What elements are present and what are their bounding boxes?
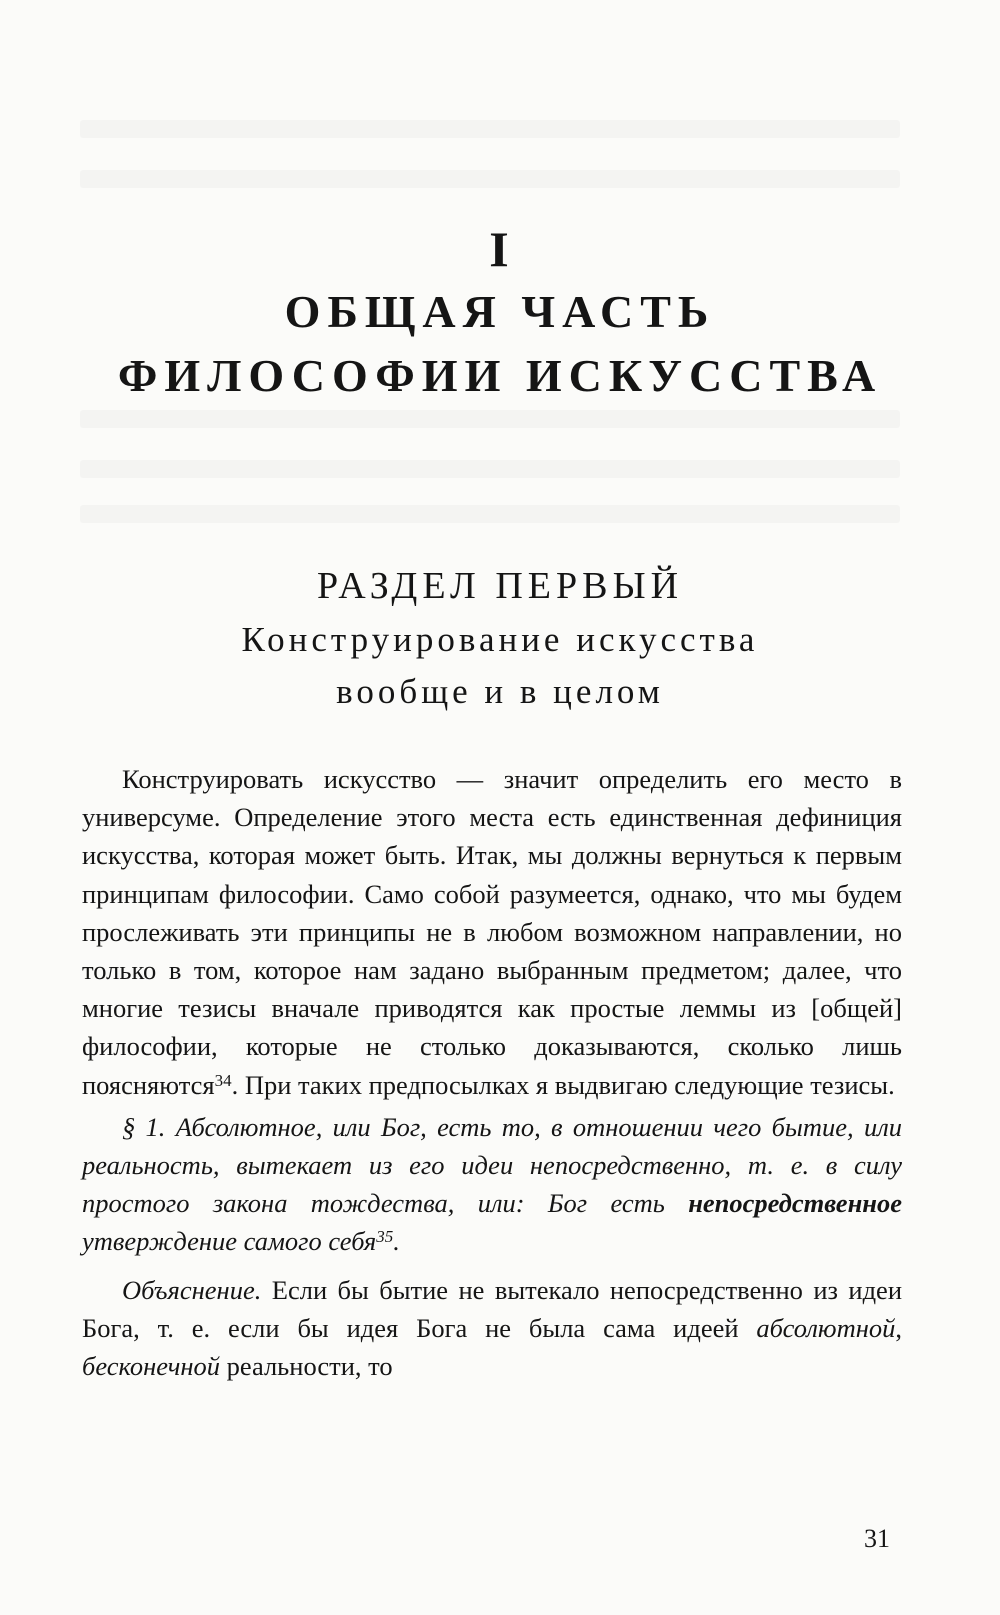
bleed-line <box>80 460 900 478</box>
explanation-text: , <box>895 1312 902 1343</box>
explanation-label: Объяснение. <box>122 1274 262 1305</box>
section-subtitle-line: Конструирование искусства <box>241 620 759 659</box>
section-subtitle <box>0 614 1000 718</box>
page-number: 31 <box>864 1524 890 1553</box>
explanation-text: реальности, то <box>220 1351 393 1382</box>
intro-paragraph <box>82 760 902 1104</box>
thesis-text: утверждение самого себя <box>82 1226 377 1257</box>
bleed-line <box>80 120 900 138</box>
footnote-ref: 34 <box>214 1070 232 1090</box>
part-numeral: I <box>489 221 511 277</box>
thesis-paragraph <box>82 1108 902 1261</box>
part-title-line: ФИЛОСОФИИ ИСКУССТВА <box>117 350 883 401</box>
thesis-text: . <box>393 1226 400 1257</box>
section-heading: РАЗДЕЛ ПЕРВЫЙ <box>316 565 684 607</box>
explanation-text: Если бы бытие не вытекало непосредственно из идеи Бога, т. е. если бы идея Бога не была сама идеей <box>82 1274 902 1343</box>
thesis-text: § 1. Абсолютное, или Бог, есть то, в отношении чего бытие, или реальность, вытекает из его идеи непосредственно, т. е. в силу простого закона тождества, или: Бог есть <box>82 1111 902 1219</box>
thesis-emphasis: непосредственное <box>688 1188 902 1219</box>
part-title <box>0 280 1000 408</box>
part-title-line: ОБЩАЯ ЧАСТЬ <box>284 286 716 337</box>
explanation-emphasis: бесконечной <box>82 1351 220 1382</box>
explanation-emphasis: абсолютной <box>756 1312 896 1343</box>
paragraph-text: . При таких предпосылках я выдвигаю следующие тезисы. <box>231 1069 895 1100</box>
paragraph-text: Конструировать искусство — значит определить его место в универсуме. Определение этого места есть единственная дефиниция искусства, которая может быть. Итак, мы должны вернуться к первым принципам философии. Само собой разумеется, однако, что мы будем прослеживать эти принципы не в любом возможном направлении, но только в том, которое нам задано выбранным предметом; далее, что многие тезисы вначале приводятся как простые леммы из [общей] философии, которые не столько доказываются, сколько лишь поясняются <box>82 764 902 1100</box>
bleed-line <box>80 170 900 188</box>
bleed-line <box>80 410 900 428</box>
bleed-line <box>80 505 900 523</box>
footnote-ref: 35 <box>376 1227 394 1247</box>
body-text <box>82 760 902 1385</box>
section-subtitle-line: вообще и в целом <box>336 672 664 711</box>
explanation-paragraph <box>82 1271 902 1386</box>
